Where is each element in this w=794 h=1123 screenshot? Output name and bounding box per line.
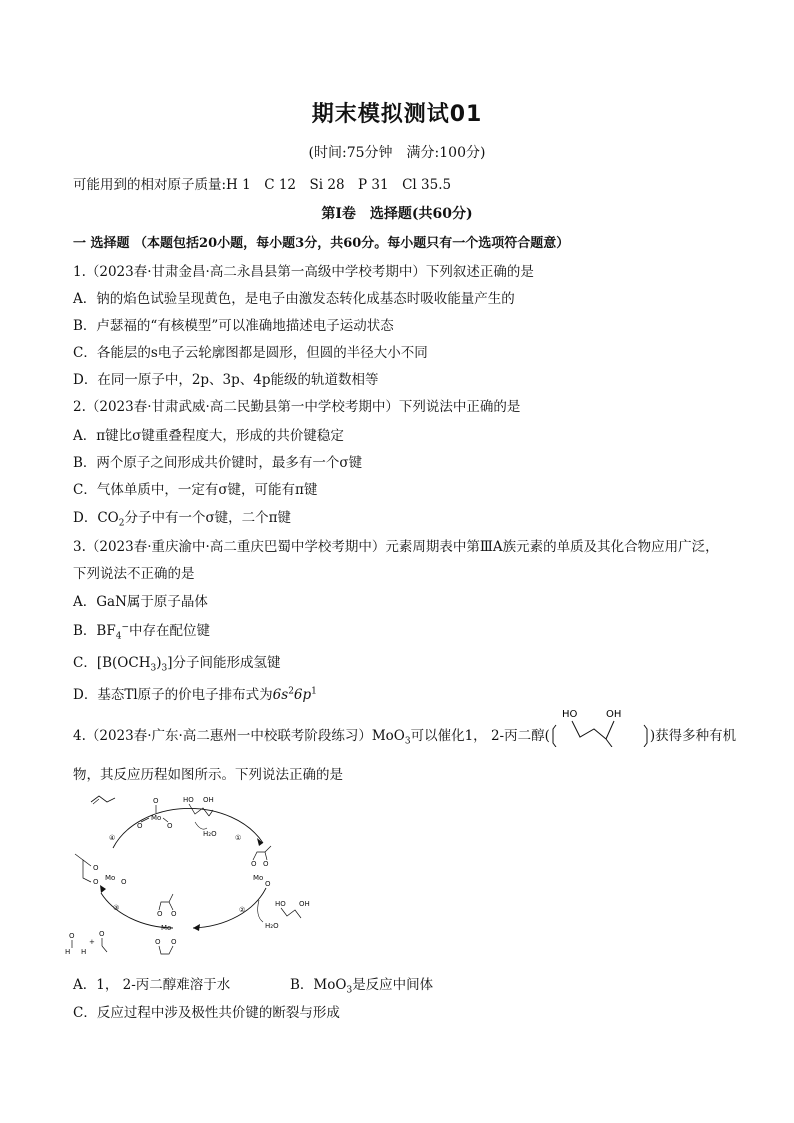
exam-title: 期末模拟测试01	[311, 102, 483, 127]
left-o3: O	[121, 878, 127, 886]
product-plus: +	[89, 938, 95, 946]
bottom-mo: Mo	[161, 924, 172, 932]
q1-option-c: C．各能层的s电子云轮廓图都是圆形，但圆的半径大小不同	[73, 345, 428, 361]
q1-option-d: D．在同一原子中，2p、3p、4p能级的轨道数相等	[73, 372, 379, 388]
q2-option-d	[73, 506, 291, 529]
left-o2: O	[93, 878, 99, 886]
q4-stem-suffix: )获得多种有机	[649, 728, 737, 744]
q3-c-formula: [B(OCH	[96, 655, 151, 671]
q1-stem: 1.（2023春·甘肃金昌·高二永昌县第一高级中学校考期中）下列叙述正确的是	[73, 264, 534, 280]
q4-b-sub: 3	[346, 985, 353, 996]
q3-option-b	[73, 619, 210, 642]
section-instructions: 一 选择题 （本题包括20小题，每小题3分，共60分。每小题只有一个选项符合题意）	[73, 236, 570, 251]
q4-stem-mid: 可以催化1， 2-丙二醇(	[410, 728, 550, 744]
step-label-1: ①	[235, 834, 242, 842]
left-mo: Mo	[105, 874, 116, 882]
glycol-oh-label: OH	[605, 708, 622, 720]
top-o-right: O	[167, 822, 173, 830]
bottom-o3: O	[155, 938, 161, 946]
q3-d-sup1: 2	[288, 686, 294, 697]
bottom-o1: O	[157, 910, 163, 918]
reaction-mechanism-diagram	[63, 788, 333, 958]
product-h1: H	[65, 948, 71, 956]
step-label-4: ④	[109, 834, 116, 842]
q1-option-a: A．钠的焰色试验呈现黄色，是电子由激发态转化成基态时吸收能量产生的	[73, 291, 515, 307]
right-o1: O	[251, 860, 257, 868]
q4-stem-sub: 3	[404, 736, 411, 747]
cycle-arrowhead-3	[100, 885, 106, 893]
propanediol-structure-icon	[550, 705, 650, 747]
product-o1: O	[69, 932, 75, 940]
q3-stem-line1: 3.（2023春·重庆渝中·高二重庆巴蜀中学校考期中）元素周期表中第ⅢA族元素的单质及其化合物应用广泛，	[73, 539, 719, 555]
q4-option-a: A．1， 2-丙二醇难溶于水	[73, 977, 231, 993]
water-product-1: H₂O	[203, 830, 217, 838]
reagent2-oh: OH	[299, 900, 310, 908]
q3-d-prefix: D．基态Tl原子的价电子排布式为	[73, 687, 273, 703]
q4-option-c: C．反应过程中涉及极性共价键的断裂与形成	[73, 1005, 340, 1021]
q2-d-subscript: 2	[118, 518, 125, 529]
right-o3: O	[265, 880, 271, 888]
top-mo-label: Mo	[151, 814, 162, 822]
q3-b-charge: −	[121, 622, 129, 633]
cycle-arc-right	[193, 888, 266, 928]
q3-c-prefix: C．	[73, 655, 97, 671]
q3-b-subscript: 4	[115, 631, 122, 642]
q3-option-c	[73, 651, 281, 674]
q3-b-text: 中存在配位键	[129, 623, 210, 639]
q2-option-a: A．π键比σ键重叠程度大，形成的共价键稳定	[73, 428, 344, 444]
product-h2: H	[81, 948, 87, 956]
bottom-o4: O	[171, 938, 177, 946]
top-o-label: O	[153, 797, 159, 805]
cycle-arrowhead-2	[193, 924, 200, 931]
q3-d-config1: 6s	[272, 687, 289, 703]
water-product-2: H₂O	[265, 922, 279, 930]
q3-b-prefix: B．	[73, 623, 97, 639]
right-mo: Mo	[253, 874, 264, 882]
q4-b-text: 是反应中间体	[352, 977, 434, 993]
reagent-oh: OH	[203, 796, 214, 804]
q2-option-b: B．两个原子之间形成共价键时，最多有一个σ键	[73, 455, 363, 471]
left-o1: O	[93, 864, 99, 872]
q2-option-c: C．气体单质中，一定有σ键，可能有π键	[73, 482, 318, 498]
q2-stem: 2.（2023春·甘肃武威·高二民勤县第一中学校考期中）下列说法中正确的是	[73, 399, 521, 415]
glycol-ho-label: HO	[561, 708, 578, 720]
q3-c-mid: )	[156, 655, 162, 671]
q3-d-config2: 6p	[293, 687, 312, 703]
q3-stem-line2: 下列说法不正确的是	[73, 566, 195, 582]
right-o2: O	[263, 860, 269, 868]
step-label-2: ②	[239, 906, 246, 914]
q3-option-d	[73, 683, 317, 703]
reagent-ho: HO	[183, 796, 194, 804]
top-o-left: O	[137, 822, 143, 830]
q4-b-prefix: B．MoO	[290, 977, 347, 993]
cycle-arc-top	[113, 808, 263, 848]
q2-d-formula: CO	[97, 510, 119, 526]
reagent2-ho: HO	[275, 900, 286, 908]
q2-d-text: 分子中有一个σ键，二个π键	[124, 510, 292, 526]
q3-option-a: A．GaN属于原子晶体	[73, 594, 208, 610]
q2-d-prefix: D．	[73, 510, 98, 526]
bottom-o2: O	[171, 910, 177, 918]
atomic-masses: 可能用到的相对原子质量:H 1 C 12 Si 28 P 31 Cl 35.5	[73, 177, 452, 193]
q3-d-sup2: 1	[311, 686, 317, 697]
q3-b-formula: BF	[96, 623, 116, 639]
q4-stem-line2: 物，其反应历程如图所示。下列说法正确的是	[73, 767, 343, 783]
step-label-3: ③	[113, 904, 120, 912]
q4-stem-prefix: 4.（2023春·广东·高二惠州一中校联考阶段练习）MoO	[73, 728, 405, 744]
q3-c-text: 分子间能形成氢键	[172, 655, 281, 671]
q3-c-sub2: 3	[161, 663, 168, 674]
q3-c-sub1: 3	[150, 663, 157, 674]
q4-stem-line1	[73, 708, 737, 747]
section-title: 第Ⅰ卷 选择题(共60分)	[321, 206, 473, 222]
q4-option-b	[290, 973, 433, 996]
product-o2: O	[99, 930, 105, 938]
q1-option-b: B．卢瑟福的“有核模型”可以准确地描述电子运动状态	[73, 318, 394, 334]
exam-time-info: (时间:75分钟 满分:100分)	[308, 145, 486, 161]
q3-c-end: ]	[167, 655, 173, 671]
propene-structure	[91, 796, 115, 802]
